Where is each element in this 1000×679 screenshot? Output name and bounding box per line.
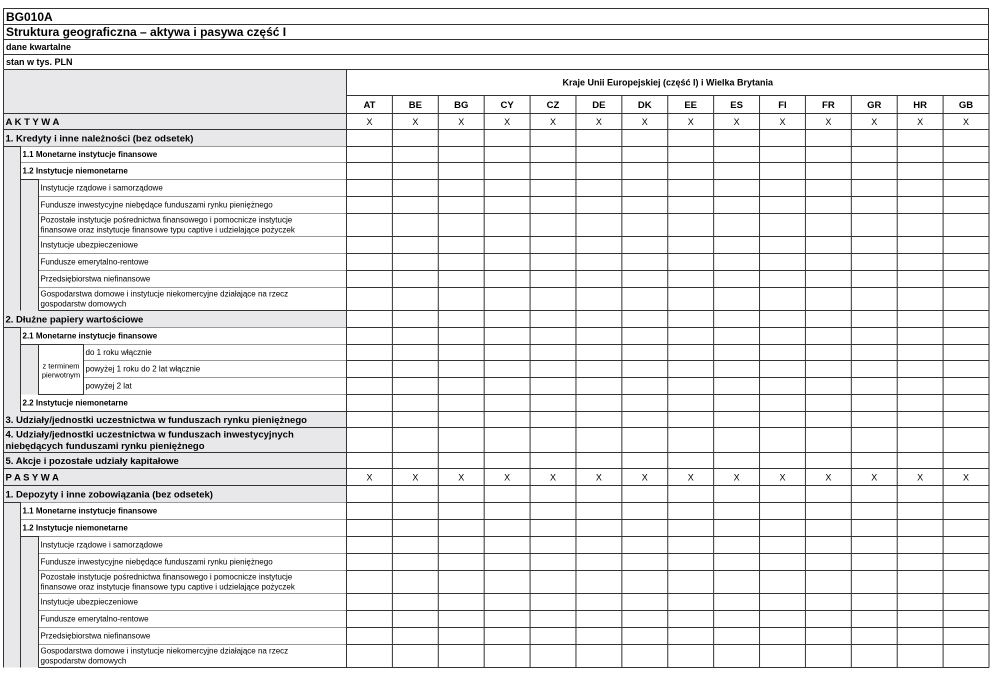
- row-label-p1-2-f: Przedsiębiorstwa niefinansowe: [40, 631, 151, 641]
- row-label-p1-2-d: Instytucje ubezpieczeniowe: [40, 597, 138, 607]
- cross-mark-pasywa-ee: X: [687, 472, 694, 483]
- cross-mark-aktywa-hr: X: [917, 117, 924, 127]
- cross-mark-aktywa-cy: X: [504, 117, 511, 127]
- row-label-a2-1-b: powyżej 1 roku do 2 lat włącznie: [85, 364, 201, 374]
- row-label-a4: 4. Udziały/jednostki uczestnictwa w funduszach inwestycyjnych niebędących funduszami rynku pieniężnego: [5, 429, 294, 452]
- country-group-header: Kraje Unii Europejskiej (część I) i Wielka Brytania: [562, 77, 773, 88]
- row-label-a1-2-e: Fundusze emerytalno-rentowe: [40, 257, 149, 267]
- cross-mark-aktywa-gr: X: [871, 117, 878, 127]
- maturity-group-label-1: z terminem: [42, 361, 80, 371]
- country-header-at: AT: [363, 100, 376, 111]
- country-header-gr: GR: [867, 100, 882, 111]
- cross-mark-pasywa-at: X: [366, 472, 373, 483]
- row-label-p1: 1. Depozyty i inne zobowiązania (bez odsetek): [5, 489, 213, 501]
- row-label-a1-2: 1.2 Instytucje niemonetarne: [22, 166, 128, 176]
- cross-mark-aktywa-fi: X: [779, 117, 786, 127]
- country-header-fr: FR: [822, 100, 835, 111]
- row-label-p1-2: 1.2 Instytucje niemonetarne: [22, 523, 128, 533]
- cross-mark-pasywa-es: X: [733, 472, 740, 483]
- country-header-hr: HR: [913, 100, 928, 111]
- row-label-p1-2-g: Gospodarstwa domowe i instytucje niekomercyjne działające na rzecz gospodarstw domowych: [40, 646, 289, 666]
- cross-mark-aktywa-es: X: [733, 117, 740, 127]
- country-header-es: ES: [730, 100, 743, 111]
- cross-mark-pasywa-de: X: [595, 472, 602, 483]
- form-frequency: dane kwartalne: [3, 39, 989, 54]
- row-label-a2-2: 2.2 Instytucje niemonetarne: [22, 398, 128, 408]
- cross-mark-pasywa-fr: X: [825, 472, 832, 483]
- row-label-a2: 2. Dłużne papiery wartościowe: [5, 314, 144, 326]
- country-header-cz: CZ: [546, 100, 560, 111]
- country-header-be: BE: [408, 100, 422, 111]
- cross-mark-pasywa-fi: X: [779, 472, 786, 483]
- cross-mark-aktywa-at: X: [366, 117, 373, 127]
- country-header-ee: EE: [684, 100, 698, 111]
- row-label-a1-2-c: Pozostałe instytucje pośrednictwa finansowego i pomocnicze instytucje finansowe oraz instytucje finansowe typu captive i udzielające pożyczek: [40, 215, 295, 235]
- country-header-gb: GB: [958, 100, 974, 111]
- form-unit: stan w tys. PLN: [3, 54, 989, 69]
- country-header-de: DE: [592, 100, 606, 111]
- cross-mark-aktywa-bg: X: [458, 117, 465, 127]
- cross-mark-aktywa-be: X: [412, 117, 419, 127]
- row-label-p1-2-e: Fundusze emerytalno-rentowe: [40, 614, 149, 624]
- form-title: Struktura geograficzna – aktywa i pasywa część I: [3, 24, 989, 39]
- row-label-pasywa: P A S Y W A: [5, 472, 59, 484]
- maturity-group-label-2: pierwotnym: [41, 370, 81, 380]
- row-label-a5: 5. Akcje i pozostałe udziały kapitałowe: [5, 455, 179, 467]
- row-label-p1-2-b: Fundusze inwestycyjne niebędące funduszami rynku pieniężnego: [40, 557, 273, 567]
- country-header-dk: DK: [637, 100, 652, 111]
- row-label-a1-2-a: Instytucje rządowe i samorządowe: [40, 183, 163, 193]
- row-label-a1-1: 1.1 Monetarne instytucje finansowe: [22, 150, 158, 159]
- cross-mark-aktywa-ee: X: [687, 117, 694, 127]
- cross-mark-aktywa-cz: X: [550, 117, 557, 127]
- row-label-p1-1: 1.1 Monetarne instytucje finansowe: [22, 506, 158, 516]
- cross-mark-pasywa-be: X: [412, 472, 419, 483]
- country-header-fi: FI: [778, 100, 787, 111]
- cross-mark-aktywa-dk: X: [641, 117, 648, 127]
- row-label-a1-2-f: Przedsiębiorstwa niefinansowe: [40, 274, 151, 284]
- cross-mark-pasywa-dk: X: [641, 472, 648, 483]
- cross-mark-aktywa-fr: X: [825, 117, 832, 127]
- cross-mark-pasywa-hr: X: [917, 472, 924, 483]
- row-label-p1-2-c: Pozostałe instytucje pośrednictwa finansowego i pomocnicze instytucje finansowe oraz instytucje finansowe typu captive i udzielające pożyczek: [40, 572, 295, 592]
- country-header-bg: BG: [454, 100, 469, 111]
- row-label-a2-1: 2.1 Monetarne instytucje finansowe: [22, 331, 158, 341]
- row-label-a1-2-b: Fundusze inwestycyjne niebędące funduszami rynku pieniężnego: [40, 200, 273, 210]
- row-label-a1: 1. Kredyty i inne należności (bez odsetek): [5, 133, 194, 145]
- row-label-a3: 3. Udziały/jednostki uczestnictwa w funduszach rynku pieniężnego: [5, 414, 307, 426]
- form-code: BG010A: [3, 8, 989, 24]
- row-label-aktywa: A K T Y W A: [5, 116, 60, 128]
- cross-mark-pasywa-cy: X: [504, 472, 511, 483]
- cross-mark-pasywa-cz: X: [550, 472, 557, 483]
- row-label-a1-2-d: Instytucje ubezpieczeniowe: [40, 240, 138, 250]
- cross-mark-pasywa-gb: X: [963, 472, 970, 483]
- cross-mark-aktywa-de: X: [595, 117, 602, 127]
- cross-mark-pasywa-bg: X: [458, 472, 465, 483]
- cross-mark-aktywa-gb: X: [963, 117, 970, 127]
- row-label-a2-1-c: powyżej 2 lat: [85, 381, 132, 391]
- row-label-a2-1-a: do 1 roku włącznie: [85, 348, 152, 357]
- row-label-p1-2-a: Instytucje rządowe i samorządowe: [40, 540, 163, 550]
- country-header-cy: CY: [500, 100, 514, 111]
- row-label-a1-2-g: Gospodarstwa domowe i instytucje niekomercyjne działające na rzecz gospodarstw domowych: [40, 289, 289, 309]
- report-table: [3, 69, 990, 679]
- cross-mark-pasywa-gr: X: [871, 472, 878, 483]
